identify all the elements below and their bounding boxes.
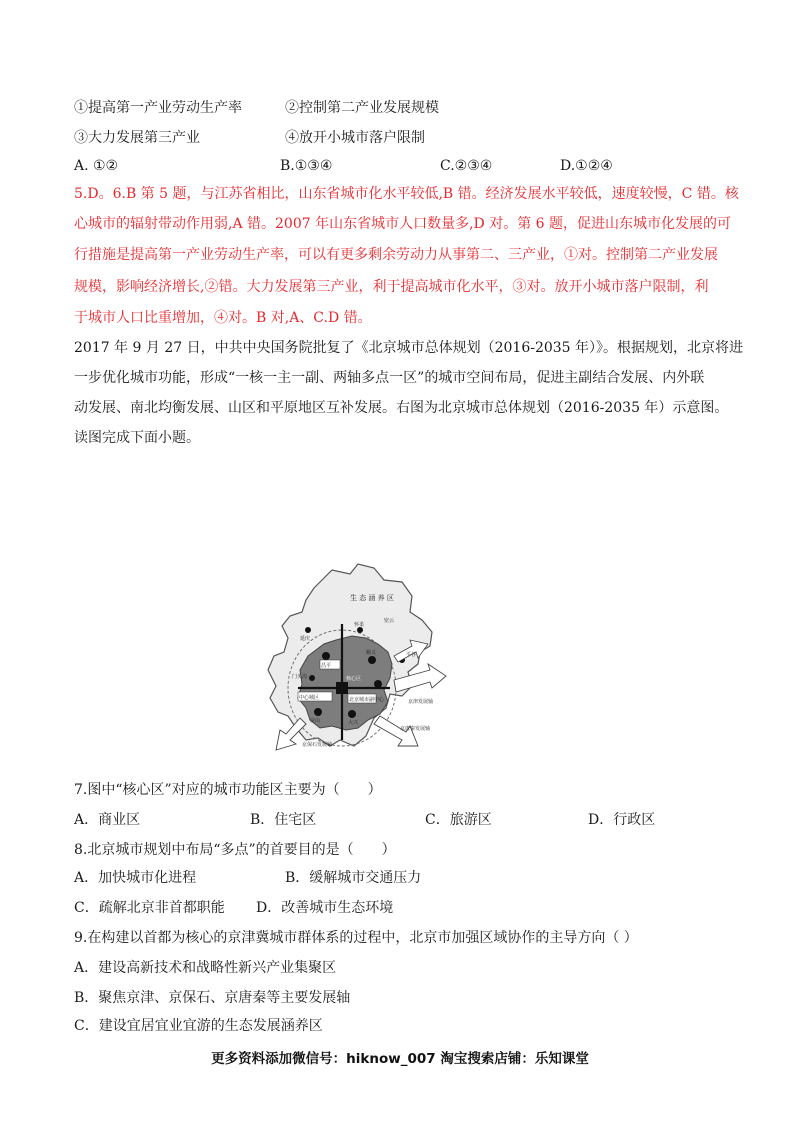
q7-choice-d: D．行政区 — [588, 812, 656, 828]
label-jingbaoshi-axis: 京保石发展轴 — [302, 742, 333, 748]
label-shunyi: 顺义 — [366, 650, 377, 656]
q6-choice-d: D.①②④ — [560, 158, 613, 174]
q9-choice-c: C．建设宜居宜业宜游的生态发展涵养区 — [74, 1018, 323, 1034]
q6-option-3: ③大力发展第三产业 — [74, 130, 200, 146]
q8-choice-b: B．缓解城市交通压力 — [285, 870, 422, 886]
q6-option-2: ②控制第二产业发展规模 — [285, 100, 439, 116]
node-yanqing — [305, 627, 311, 633]
q9-choice-b: B．聚焦京津、京保石、京唐秦等主要发展轴 — [74, 990, 351, 1006]
footer-promo: 更多资料添加微信号：hiknow_007 淘宝搜索店铺：乐知课堂 — [211, 1051, 589, 1067]
label-daxing: 大兴 — [348, 720, 359, 726]
node-fangshan — [314, 708, 322, 716]
q7-choice-a: A．商业区 — [74, 812, 141, 828]
answer-line-5: 于城市人口比重增加，④对。B 对,A、C.D 错。 — [74, 310, 372, 326]
q8-stem: 8.北京城市规划中布局“多点”的首要目的是（ ） — [74, 842, 396, 858]
label-central-urban: 中心城区 — [299, 695, 320, 701]
node-tongzhou — [374, 680, 382, 688]
q9-stem: 9.在构建以首都为核心的京津冀城市群体系的过程中，北京市加强区域协作的主导方向（ ） — [74, 930, 638, 946]
core-area-marker — [336, 682, 348, 694]
label-tongzhou: 北京城市副中心 — [349, 697, 385, 703]
q6-choice-b: B.①③④ — [280, 158, 333, 174]
node-mentougou — [309, 675, 315, 681]
q7-choice-c: C．旅游区 — [425, 812, 492, 828]
q6-option-4: ④放开小城市落户限制 — [285, 130, 425, 146]
q8-choice-c: C．疏解北京非首都职能 — [74, 900, 225, 916]
node-changping — [322, 652, 330, 660]
q7-stem: 7.图中“核心区”对应的城市功能区主要为（ ） — [74, 782, 382, 798]
label-jingjin-axis: 京津发展轴 — [408, 699, 434, 705]
answer-line-1: 5.D。6.B 第 5 题，与江苏省相比，山东省城市化水平较低,B 错。经济发展水平较低，速度较慢，C 错。核 — [74, 186, 739, 202]
eco-zone-label: 生 态 涵 养 区 — [350, 594, 394, 602]
node-daxing — [348, 710, 356, 718]
intro-line-2: 一步优化城市功能，形成“一核一主一副、两轴多点一区”的城市空间布局，促进主副结合发展、内外联 — [74, 370, 705, 386]
q7-choice-b: B．住宅区 — [250, 812, 317, 828]
answer-line-2: 心城市的辐射带动作用弱,A 错。2007 年山东省城市人口数量多,D 对。第 6 题，促进山东城市化发展的可 — [74, 216, 732, 232]
beijing-plan-map — [262, 560, 448, 754]
answer-line-3: 行措施是提高第一产业劳动生产率，可以有更多剩余劳动力从事第二、三产业，①对。控制第二产业发展 — [74, 247, 718, 263]
q6-choice-a: A. ①② — [74, 158, 119, 174]
intro-line-1: 2017 年 9 月 27 日，中共中央国务院批复了《北京城市总体规划（2016-2035 年）》。根据规划，北京将进 — [74, 340, 744, 356]
label-jingtangqin-axis: 京唐秦发展轴 — [400, 726, 431, 732]
q6-choice-c: C.②③④ — [440, 158, 493, 174]
intro-line-4: 读图完成下面小题。 — [74, 430, 200, 446]
label-core: 核心区 — [346, 676, 362, 682]
node-shunyi — [368, 656, 376, 664]
q6-option-1: ①提高第一产业劳动生产率 — [74, 100, 242, 116]
label-fangshan: 房山 — [310, 718, 321, 724]
q8-choice-d: D．改善城市生态环境 — [256, 900, 394, 916]
label-changping: 昌平 — [321, 663, 332, 669]
label-pinggu: 平谷 — [406, 652, 417, 658]
q8-choice-a: A．加快城市化进程 — [74, 870, 197, 886]
label-miyun: 密云 — [384, 618, 395, 624]
label-yanqing: 延庆 — [300, 636, 311, 642]
label-mentougou: 门头沟 — [292, 674, 308, 680]
label-huairou: 怀柔 — [354, 622, 365, 628]
q9-choice-a: A．建设高新技术和战略性新兴产业集聚区 — [74, 960, 337, 976]
intro-line-3: 动发展、南北均衡发展、山区和平原地区互补发展。右图为北京城市总体规划（2016-2035 年）示意图。 — [74, 400, 729, 416]
answer-line-4: 规模，影响经济增长,②错。大力发展第三产业，利于提高城市化水平，③对。放开小城市落户限制，利 — [74, 279, 709, 295]
